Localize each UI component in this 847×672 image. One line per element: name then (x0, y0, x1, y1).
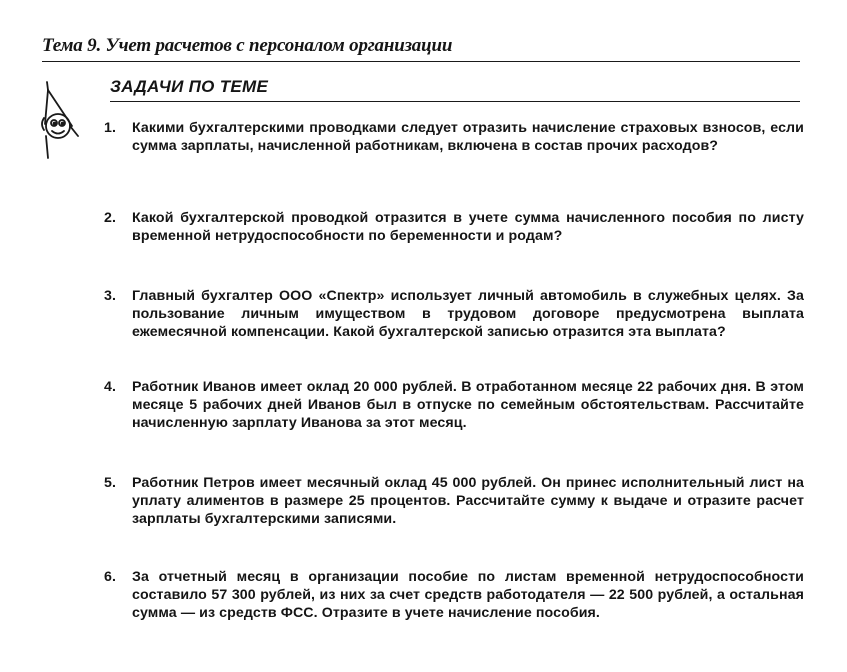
task-text: Какими бухгалтерскими проводками следует отразить начисление страховых взносов, если сумма зарплаты, начисленной работникам, включена в состав прочих расходов? (132, 120, 804, 154)
task-number: 6. (104, 569, 117, 585)
task-item (104, 119, 804, 155)
task-number: 2. (104, 210, 117, 226)
task-item (104, 378, 804, 432)
task-number: 1. (104, 120, 117, 136)
task-item (104, 209, 804, 245)
thinking-pencil-face-icon (38, 80, 94, 162)
task-number: 3. (104, 288, 117, 304)
task-text: Работник Иванов имеет оклад 20 000 рублей. В отработанном месяце 22 рабочих дня. В этом месяце 5 рабочих дней Иванов был в отпуске по семейным обстоятельствам. Рассчитайте начисленную зарплату Иванова за этот месяц. (132, 379, 804, 431)
task-item (104, 474, 804, 528)
task-text: Главный бухгалтер ООО «Спектр» использует личный автомобиль в служебных целях. За пользование личным имуществом в трудовом договоре предусмотрена выплата ежемесячной компенсации. Какой бухгалтерской записью отразится эта выплата? (132, 288, 804, 340)
task-text: Работник Петров имеет месячный оклад 45 000 рублей. Он принес исполнительный лист на уплату алиментов в размере 25 процентов. Рассчитайте сумму к выдаче и отразите расчет зарплаты бухгалтерскими записями. (132, 475, 804, 527)
task-number: 4. (104, 379, 117, 395)
section-divider (110, 101, 800, 102)
page-title: Тема 9. Учет расчетов с персоналом организации (42, 35, 453, 56)
task-text: Какой бухгалтерской проводкой отразится в учете сумма начисленного пособия по листу временной нетрудоспособности по беременности и родам? (132, 210, 804, 244)
task-item (104, 568, 804, 622)
task-number: 5. (104, 475, 117, 491)
header-divider (42, 61, 800, 62)
task-item (104, 287, 804, 341)
task-text: За отчетный месяц в организации пособие по листам временной нетрудоспособности составило 57 300 рублей, из них за счет средств работодателя — 22 500 рублей, а остальная сумма — из средств ФСС. Отразите в учете начисление пособия. (132, 569, 804, 621)
section-title: ЗАДАЧИ ПО ТЕМЕ (110, 77, 269, 96)
